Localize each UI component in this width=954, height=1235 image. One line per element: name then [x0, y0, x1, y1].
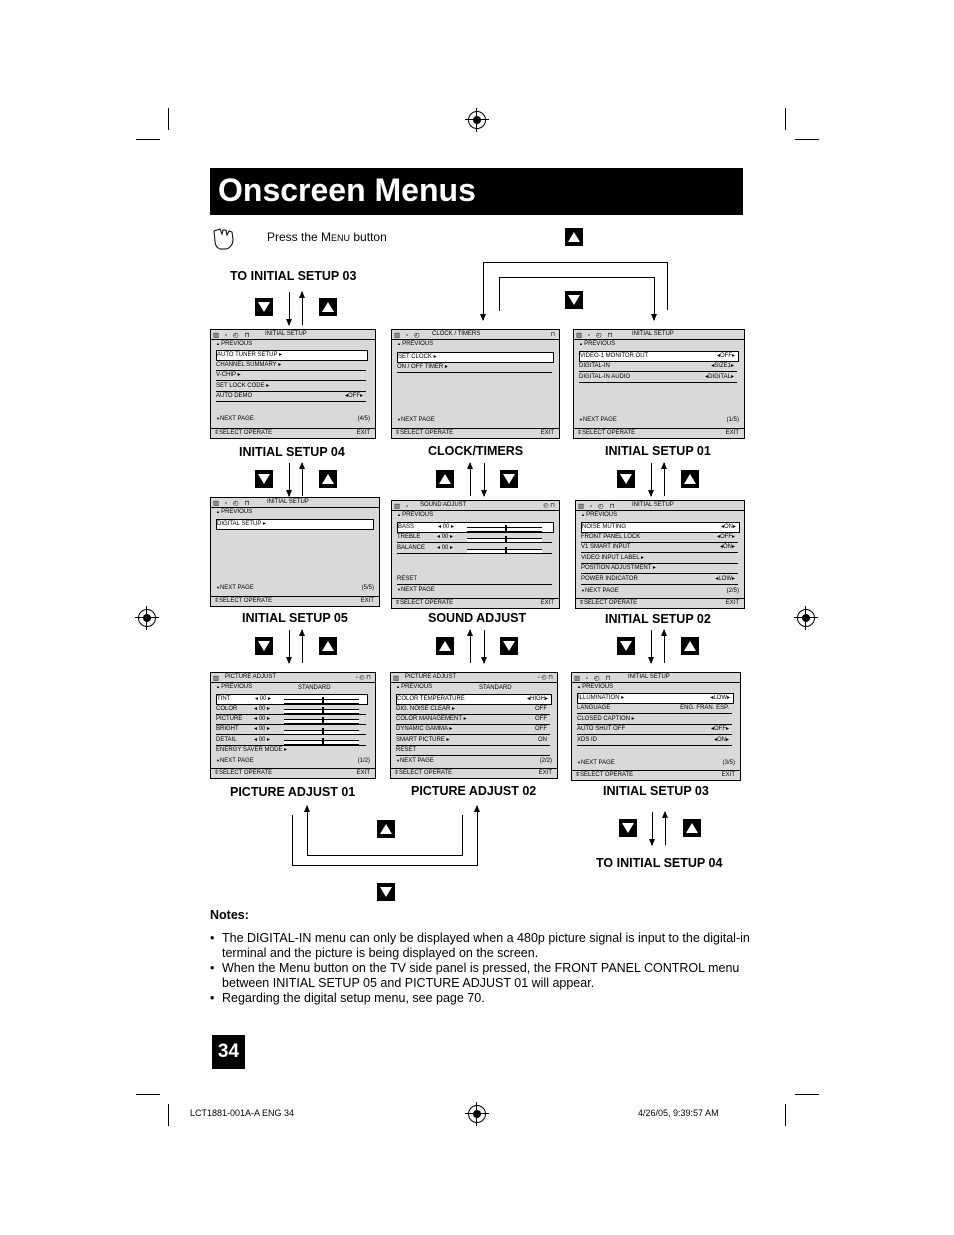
nav-arrow-down: [484, 463, 485, 496]
down-arrow-button-icon: [617, 470, 635, 488]
label-picture-adjust-02: PICTURE ADJUST 02: [411, 784, 537, 798]
down-arrow-button-icon: [500, 470, 518, 488]
menu-item: LANGUAGE ENG. FRAN. ESP.: [577, 704, 732, 714]
menu-item: SMART PICTURE ▸ ON: [396, 736, 550, 746]
down-arrow-button-icon: [565, 291, 583, 309]
menu-item: SET LOCK CODE ▸: [216, 382, 366, 392]
hand-press-icon: [212, 228, 236, 250]
menu-tab-icons: ▥ ▫ ◴: [394, 332, 422, 339]
down-arrow-button-icon: [255, 470, 273, 488]
label-initial-setup-04: INITIAL SETUP 04: [239, 445, 345, 459]
up-arrow-button-icon: [436, 470, 454, 488]
lock-icon: ⊓: [550, 332, 555, 338]
initial-setup-05-screen: ▥ ▫ ◴ ⊓ INITIAL SETUP ▲ PREVIOUS DIGITAL SETUP ▸ ▼ NEXT PAGE (5/5) ⇕SELECT OPERATE EXIT: [210, 497, 380, 607]
nav-arrow-up: [470, 463, 471, 496]
nav-arrow-down: [652, 812, 653, 845]
menu-item: BALANCE ◂ 00 ▸: [397, 544, 552, 554]
up-arrow-button-icon: [681, 637, 699, 655]
nav-arrow-up: [664, 630, 665, 663]
menu-item: VIDEO-1 MONITOR OUT ◂OFF▸: [579, 351, 739, 362]
menu-item: ILLUMINATION ▸ ◂LOW▸: [577, 693, 734, 704]
menu-item: DIG. NOISE CLEAR ▸ OFF: [396, 705, 550, 715]
initial-setup-03-screen: ▥ ▫ ◴ ⊓ INITIAL SETUP ▲ PREVIOUS ILLUMINATION ▸ ◂LOW▸ LANGUAGE ENG. FRAN. ESP. CLOSED CAPTION ▸ AUTO SHUT OFF ◂OFF▸ XDS ID ◂ON▸ ▼ NEXT PAGE (3/5) ⇕SELECT OPERATE EXIT: [571, 672, 741, 781]
down-arrow-button-icon: [617, 637, 635, 655]
menu-item: DIGITAL SETUP ▸: [216, 519, 374, 530]
menu-item: PICTURE ◂ 00 ▸: [216, 715, 366, 725]
menu-item: CLOSED CAPTION ▸: [577, 715, 732, 725]
initial-setup-02-screen: ▥ ▫ ◴ ⊓ INITIAL SETUP ▲ PREVIOUS NOISE MUTING ◂ON▸ FRONT PANEL LOCK ◂OFF▸ V1 SMART INPUT ◂ON▸ VIDEO INPUT LABEL ▸ POSITION ADJUSTMENT ▸ POWER INDICATOR ◂LOW▸ ▼ NEXT PAGE (2/5) ⇕SELECT OPERATE EXIT: [575, 500, 745, 609]
clock-timers-screen: ▥ ▫ ◴ CLOCK / TIMERS ⊓ ▲ PREVIOUS SET CLOCK ▸ ON / OFF TIMER ▸ ▼ NEXT PAGE ⇕SELECT OPERATE EXIT: [391, 329, 560, 439]
loop-line: [483, 262, 668, 263]
menu-item: AUTO SHUT OFF ◂OFF▸: [577, 725, 732, 735]
nav-arrow-down: [484, 630, 485, 663]
label-initial-setup-03: INITIAL SETUP 03: [603, 784, 709, 798]
nav-arrow-down: [289, 463, 290, 496]
nav-arrow-up: [302, 463, 303, 496]
crop-mark: [168, 1104, 169, 1126]
down-arrow-button-icon: [619, 819, 637, 837]
loop-arrow: [477, 806, 478, 866]
registration-mark-icon: [138, 609, 156, 627]
sound-adjust-screen: ▥ ▫ SOUND ADJUST ◴ ⊓ ▲ PREVIOUS BASS ◂ 00 ▸ TREBLE ◂ 00 ▸ BALANCE ◂ 00 ▸ RESET ▼ NEXT PAGE ⇕SELECT OPERATE EXIT: [391, 500, 560, 609]
label-sound-adjust: SOUND ADJUST: [428, 611, 527, 625]
label-picture-adjust-01: PICTURE ADJUST 01: [230, 785, 356, 799]
menu-item: DYNAMIC GAMMA ▸ OFF: [396, 725, 550, 735]
label-initial-setup-01: INITIAL SETUP 01: [605, 444, 711, 458]
loop-arrow: [654, 277, 655, 320]
menu-item: V-CHIP ▸: [216, 371, 366, 381]
loop-arrow: [307, 806, 308, 856]
initial-setup-01-screen: ▥ ▫ ◴ ⊓ INITIAL SETUP ▲ PREVIOUS VIDEO-1 MONITOR OUT ◂OFF▸ DIGITAL-IN ◂SIZE1▸ DIGITAL-IN AUDIO ◂DIGITAL▸ ▼ NEXT PAGE (1/5) ⇕SELECT OPERATE EXIT: [573, 329, 745, 439]
menu-item: NOISE MUTING ◂ON▸: [581, 522, 740, 533]
loop-line: [292, 815, 293, 866]
crop-mark: [136, 1094, 160, 1095]
press-menu-text: Press the MENU button: [267, 230, 387, 244]
menu-tab-icons: ▥ ▫ ◴ ⊓: [574, 675, 613, 682]
menu-item: ENERGY SAVER MODE ▸: [216, 747, 288, 753]
loop-line: [499, 277, 500, 311]
loop-arrow: [483, 262, 484, 320]
tab-icons-right: ▫ ◴ ⊓: [537, 675, 553, 681]
crop-mark: [136, 139, 160, 140]
loop-line: [307, 855, 463, 856]
crop-mark: [795, 1094, 819, 1095]
balance-slider: [467, 549, 542, 554]
crop-mark: [795, 139, 819, 140]
nav-arrow-up: [665, 812, 666, 845]
footer-left: LCT1881-001A-A ENG 34: [190, 1108, 295, 1118]
menu-item: POSITION ADJUSTMENT ▸: [581, 564, 738, 574]
nav-arrow-up: [664, 463, 665, 496]
crop-mark: [785, 1104, 786, 1126]
menu-item: COLOR ◂ 00 ▸: [216, 705, 366, 715]
bright-slider: [284, 730, 359, 735]
up-arrow-button-icon: [436, 637, 454, 655]
up-arrow-button-icon: [377, 820, 395, 838]
tint-slider: [284, 699, 359, 704]
crop-mark: [785, 108, 786, 130]
registration-mark-icon: [797, 609, 815, 627]
menu-item: COLOR TEMPERATURE ◂HIGH▸: [396, 694, 552, 705]
page-title: Onscreen Menus: [218, 172, 476, 208]
down-arrow-button-icon: [377, 883, 395, 901]
nav-arrow-down: [651, 630, 652, 663]
menu-item: TINT ◂ 00 ▸: [216, 694, 368, 705]
loop-line: [667, 262, 668, 310]
menu-item: RESET: [397, 575, 552, 585]
label-clock-timers: CLOCK/TIMERS: [428, 444, 524, 458]
footer-right: 4/26/05, 9:39:57 AM: [638, 1108, 719, 1118]
up-arrow-button-icon: [319, 637, 337, 655]
menu-tab-icons: ▥: [393, 675, 402, 682]
menu-item: COLOR MANAGEMENT ▸ OFF: [396, 715, 550, 725]
menu-item: ON / OFF TIMER ▸: [397, 363, 552, 373]
down-arrow-button-icon: [255, 637, 273, 655]
down-arrow-button-icon: [500, 637, 518, 655]
menu-item: DIGITAL-IN AUDIO ◂DIGITAL▸: [579, 373, 737, 383]
up-arrow-button-icon: [319, 298, 337, 316]
registration-mark-icon: [468, 1105, 486, 1123]
menu-item: TREBLE ◂ 00 ▸: [397, 533, 552, 543]
menu-item: POWER INDICATOR ◂LOW▸: [581, 575, 738, 585]
picture-slider: [284, 719, 359, 724]
menu-item: XDS ID ◂ON▸: [577, 736, 732, 746]
menu-item: CHANNEL SUMMARY ▸: [216, 361, 366, 371]
nav-arrow-up: [302, 630, 303, 663]
nav-arrow-up: [302, 292, 303, 325]
menu-item: BASS ◂ 00 ▸: [397, 522, 554, 533]
menu-item: VIDEO INPUT LABEL ▸: [581, 554, 738, 564]
nav-arrow-down: [651, 463, 652, 496]
menu-item: DETAIL ◂ 00 ▸: [216, 736, 366, 746]
menu-item: DIGITAL-IN ◂SIZE1▸: [579, 362, 737, 372]
page-number: 34: [212, 1035, 245, 1069]
notes-title: Notes:: [210, 908, 249, 922]
menu-item: SET CLOCK ▸: [397, 352, 554, 363]
menu-tab-icons: ▥ ▫: [394, 503, 411, 510]
loop-line: [462, 815, 463, 856]
tab-icons-right: ▫ ◴ ⊓: [355, 675, 371, 681]
up-arrow-button-icon: [681, 470, 699, 488]
menu-item: AUTO DEMO ◂OFF▸: [216, 392, 366, 402]
label-initial-setup-05: INITIAL SETUP 05: [242, 611, 348, 625]
clock-lock-icon: ◴ ⊓: [543, 503, 555, 509]
menu-item: V1 SMART INPUT ◂ON▸: [581, 543, 738, 553]
nav-arrow-down: [289, 630, 290, 663]
up-arrow-button-icon: [683, 819, 701, 837]
registration-mark-icon: [468, 111, 486, 129]
up-arrow-button-icon: [319, 470, 337, 488]
down-arrow-button-icon: [255, 298, 273, 316]
treble-slider: [467, 538, 542, 543]
menu-tab-icons: ▥ ▫ ◴ ⊓: [213, 500, 252, 507]
menu-item: RESET: [396, 746, 550, 756]
detail-slider: [284, 740, 359, 745]
label-to-initial-setup-04: TO INITIAL SETUP 04: [596, 856, 723, 870]
nav-arrow-up: [470, 630, 471, 663]
loop-line: [499, 277, 654, 278]
menu-item: FRONT PANEL LOCK ◂OFF▸: [581, 533, 738, 543]
loop-line: [292, 865, 478, 866]
nav-arrow-down: [289, 292, 290, 325]
crop-mark: [168, 108, 169, 130]
label-initial-setup-02: INITIAL SETUP 02: [605, 612, 711, 626]
menu-tab-icons: ▥ ▫ ◴ ⊓: [578, 503, 617, 510]
up-arrow-button-icon: [565, 228, 583, 246]
color-slider: [284, 709, 359, 714]
initial-setup-04-screen: ▥ ▫ ◴ ⊓ INITIAL SETUP ▲ PREVIOUS AUTO TUNER SETUP ▸ CHANNEL SUMMARY ▸ V-CHIP ▸ SET LOCK CODE ▸ AUTO DEMO ◂OFF▸ ▼ NEXT PAGE (4/5) ⇕SELECT OPERATE EXIT: [210, 329, 376, 439]
picture-adjust-01-screen: ▥ PICTURE ADJUST ▫ ◴ ⊓ ▲ PREVIOUS STANDARD TINT ◂ 00 ▸ COLOR ◂ 00 ▸ PICTURE ◂ 00 ▸ BRIGHT ◂ 00 ▸ DETAIL ◂ 00 ▸ ENERGY SAVER MODE ▸ ▼ NEXT PAGE (1/2) ⇕SELECT OPERATE EXIT: [210, 672, 376, 779]
picture-adjust-02-screen: ▥ PICTURE ADJUST ▫ ◴ ⊓ ▲ PREVIOUS STANDARD COLOR TEMPERATURE ◂HIGH▸ DIG. NOISE CLEAR ▸ OFF COLOR MANAGEMENT ▸ OFF DYNAMIC GAMMA ▸ OFF SMART PICTURE ▸ ON RESET ▼ NEXT PAGE (2/2) ⇕SELECT OPERATE EXIT: [390, 672, 558, 779]
menu-item: AUTO TUNER SETUP ▸: [216, 350, 368, 361]
menu-item: BRIGHT ◂ 00 ▸: [216, 725, 366, 735]
menu-tab-icons: ▥ ▫ ◴ ⊓: [213, 332, 252, 339]
label-to-initial-setup-03: TO INITIAL SETUP 03: [230, 269, 357, 283]
menu-tab-icons: ▥ ▫ ◴ ⊓: [576, 332, 615, 339]
bass-slider: [467, 527, 542, 532]
title-bar: [210, 168, 743, 215]
menu-tab-icons: ▥: [213, 675, 222, 682]
